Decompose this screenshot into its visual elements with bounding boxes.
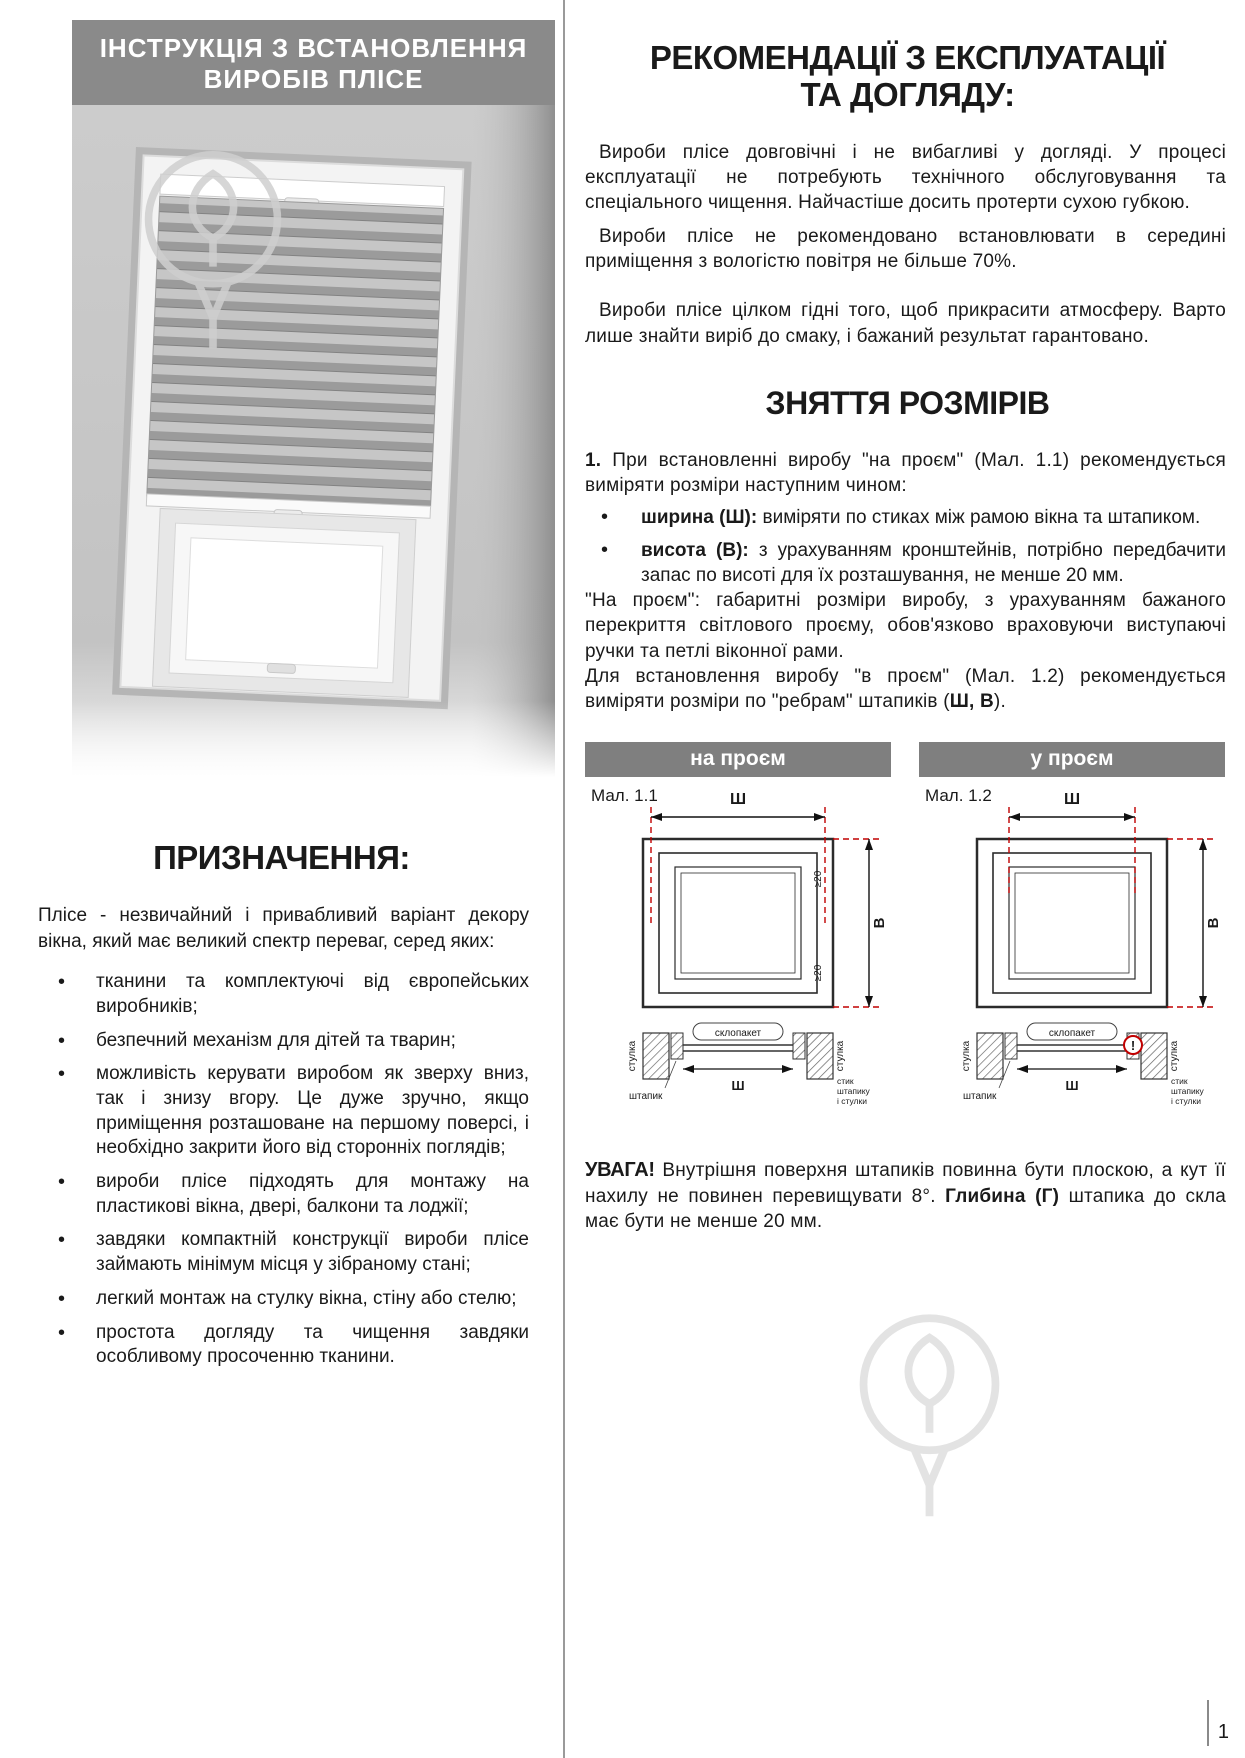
joint-label-2: штапику (837, 1086, 870, 1097)
joint-label-1: стик (837, 1076, 854, 1087)
measurement-diagrams (585, 742, 1230, 1117)
na-proem-paragraph: "На проєм": габаритні розміри виробу, з урахуванням бажаного перекриття світлового проєму, обов'язково враховуючи виступаючі ручки та петлі віконної рами. (585, 590, 1226, 662)
figure-label: Мал. 1.2 (925, 786, 992, 806)
diagram-u-proem (919, 742, 1225, 1117)
attention-label: УВАГА! (585, 1159, 655, 1182)
bead-label: штапик (629, 1091, 663, 1103)
figure-label: Мал. 1.1 (591, 786, 658, 806)
care-heading (585, 40, 1230, 114)
right-column (585, 0, 1230, 1235)
document-title-banner (72, 20, 555, 105)
margin-bottom-label: ≥20 (813, 965, 824, 982)
term-height: висота (В): (641, 539, 749, 561)
care-paragraph-2: Вироби плісе не рекомендовано встановлювати в середині приміщення з вологістю повітря не більше 70%. (585, 225, 1226, 272)
list-item: • завдяки компактній конструкції вироби плісе займають мінімум місця у зібраному стані; (0, 1228, 529, 1277)
column-divider (563, 0, 565, 1758)
v-proem-dims: Ш, В (949, 691, 994, 713)
list-item: • легкий монтаж на стулку вікна, стіну або стелю; (0, 1287, 529, 1312)
measuring-step-1 (585, 448, 1226, 499)
list-item: • тканини та комплектуючі від європейських виробників; (0, 970, 529, 1019)
page-number: 1 (1217, 1721, 1229, 1743)
measuring-heading: ЗНЯТТЯ РОЗМІРІВ (765, 384, 1050, 421)
document-title-line2: ВИРОБІВ ПЛІСЕ (203, 63, 424, 94)
window-blind-illustration (72, 105, 555, 777)
joint-label-1: стик (1171, 1076, 1188, 1087)
diagram-na-proem (585, 742, 891, 1117)
attention-paragraph (585, 1157, 1226, 1234)
purpose-list (0, 970, 529, 1370)
height-dim-label: В (1205, 918, 1222, 929)
diagram-body (919, 777, 1225, 1117)
margin-top-label: ≥20 (813, 871, 824, 888)
page-footer (1207, 1700, 1229, 1746)
sash-left-label: стулка (961, 1041, 972, 1072)
list-item: • безпечний механізм для дітей та тварин; (0, 1029, 529, 1054)
sash-right-label: стулка (835, 1041, 846, 1072)
attention-depth-term: Глибина (Г) (945, 1186, 1060, 1208)
care-heading-line1: РЕКОМЕНДАЦІЇ З ЕКСПЛУАТАЦІЇ (649, 39, 1166, 76)
figure-1-1 (585, 777, 891, 1112)
v-proem-pre: Для встановлення виробу "в проєм" (Мал. 1.2) рекомендується виміряти розміри по "ребрам" штапиків ( (585, 665, 1226, 713)
sash-left-label: стулка (627, 1041, 638, 1072)
joint-label-3: і стулки (837, 1096, 867, 1107)
glazing-label: склопакет (714, 1028, 762, 1040)
sash-right-label: стулка (1169, 1041, 1180, 1072)
joint-label-3: і стулки (1171, 1096, 1201, 1107)
attention-text-2: штапика до скла має бути не менше 20 мм. (585, 1186, 1226, 1233)
list-item: • вироби плісе підходять для монтажу на пластикові вікна, двері, балкони та лоджії; (0, 1170, 529, 1219)
height-dim-label: В (871, 918, 888, 929)
brand-watermark-icon (832, 1295, 1027, 1557)
v-proem-post: ). (993, 691, 1006, 713)
step-text: При встановленні виробу "на проєм" (Мал. 1.1) рекомендується виміряти розміри наступним чином: (585, 449, 1226, 497)
list-item (585, 505, 1226, 530)
purpose-heading: ПРИЗНАЧЕННЯ: (153, 839, 410, 877)
bead-label: штапик (963, 1091, 997, 1103)
width-dim-label: Ш (1063, 791, 1081, 809)
width-bottom-label: Ш (731, 1078, 745, 1094)
left-column (0, 0, 563, 1370)
care-heading-line2: ТА ДОГЛЯДУ: (800, 75, 1015, 113)
purpose-intro: Плісе - незвичайний і привабливий варіант декору вікна, який має великий спектр переваг, серед яких: (38, 905, 529, 952)
width-bottom-label: Ш (1065, 1078, 1079, 1094)
care-paragraph-1: Вироби плісе довговічні і не вибагливі у догляді. У процесі експлуатації не потребують технічного обслуговування та спеціального чищення. Найчастіше досить протерти сухою губкою. (585, 141, 1226, 214)
window-photo (72, 105, 555, 777)
warning-exclamation-icon: ! (1130, 1038, 1136, 1054)
term-width: ширина (Ш): (641, 507, 758, 529)
diagram-header: на проєм (585, 742, 891, 777)
width-dim-label: Ш (729, 791, 747, 809)
joint-label-2: штапику (1171, 1086, 1204, 1097)
care-paragraph-3: Вироби плісе цілком гідні того, щоб прикрасити атмосферу. Варто лише знайти виріб до смаку, і бажаний результат гарантовано. (585, 300, 1226, 347)
glazing-label: склопакет (1048, 1028, 1096, 1040)
diagram-header: у проєм (919, 742, 1225, 777)
term-width-text: виміряти по стиках між рамою вікна та штапиком. (757, 507, 1201, 529)
figure-1-2 (919, 777, 1225, 1112)
document-title-line1: ІНСТРУКЦІЯ З ВСТАНОВЛЕННЯ (99, 33, 528, 63)
attention-text-1: Внутрішня поверхня штапиків повинна бути плоскою, а кут її нахилу не повинен перевищувати 8°. (585, 1160, 1226, 1208)
footer-divider (1207, 1700, 1209, 1746)
list-item: • можливість керувати виробом як зверху вниз, так і знизу вгору. Це дуже зручно, якщо приміщення розташоване на першому поверсі, і необхідно закрити його від сторонніх поглядів; (0, 1062, 529, 1161)
step-number: 1. (585, 449, 602, 471)
list-item: • простота догляду та чищення завдяки особливому просоченню тканини. (0, 1321, 529, 1370)
diagram-body (585, 777, 891, 1117)
list-item (585, 538, 1226, 589)
term-height-text: з урахуванням кронштейнів, потрібно передбачити запас по висоті для їх розташування, не менше 20 мм. (641, 539, 1226, 586)
measuring-list (585, 505, 1230, 588)
v-proem-paragraph (585, 664, 1226, 715)
